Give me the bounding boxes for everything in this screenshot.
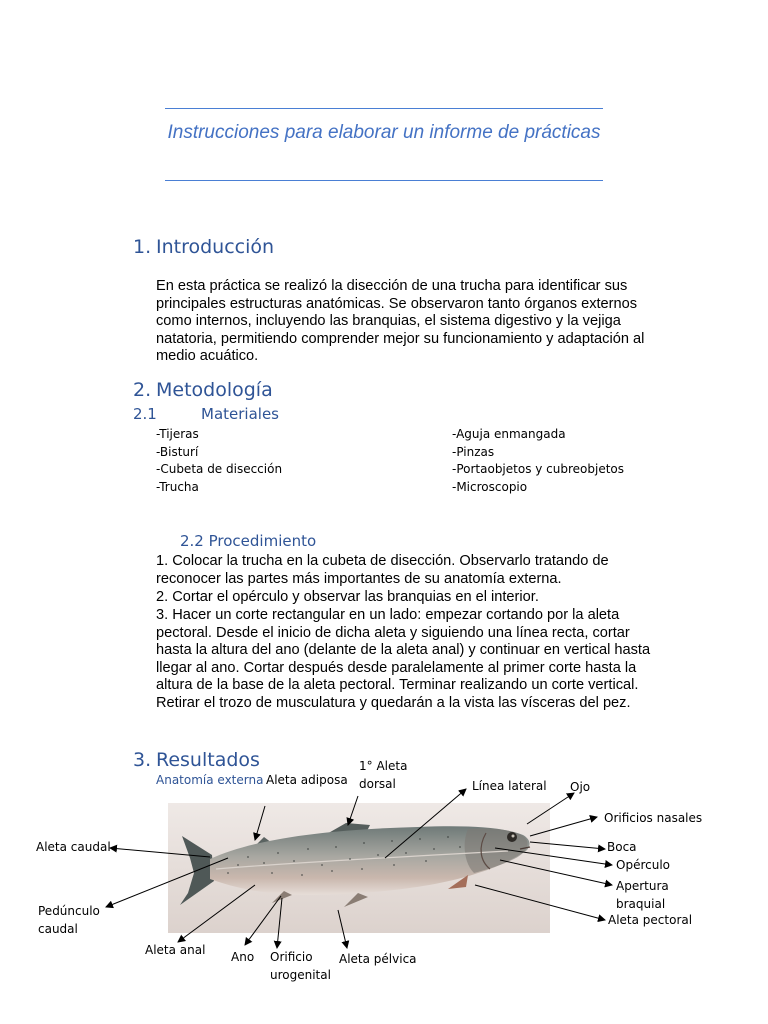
label-aleta-adiposa: Aleta adiposa [266, 773, 348, 787]
label-orificios-nasales: Orificios nasales [604, 811, 703, 825]
arrow-boca [530, 842, 605, 849]
arrow-orificios-nasales [530, 817, 597, 836]
arrow-aleta-pelvica [338, 910, 347, 948]
arrow-ano [245, 896, 281, 945]
label-aleta-caudal: Aleta caudal [36, 840, 111, 854]
arrow-aleta-pectoral [475, 885, 605, 920]
arrow-orificio-urogenital [277, 898, 282, 948]
list-item: -Microscopio [452, 479, 528, 494]
intro-paragraph: En esta práctica se realizó la disección de una trucha para identificar sus principales estructuras anatómicas. Se observaron tanto órganos externos como internos, incluyendo las branquias, el sistema digestivo y la vejiga natatoria, permitiendo comprender mejor su funcionamiento y adaptación al medio acuático. [156, 278, 645, 365]
arrow-pedunculo-caudal [106, 858, 228, 907]
heading-number: 2.1 [133, 405, 157, 423]
arrow-linea-lateral [385, 789, 466, 858]
list-item: -Bisturí [156, 444, 199, 459]
label-ano: Ano [231, 950, 255, 964]
list-item: -Cubeta de disección [156, 462, 283, 477]
label-pedunculo-caudal: Pedúnculo caudal [38, 904, 100, 936]
arrow-aleta-dorsal [348, 796, 358, 825]
list-item: -Portaobjetos y cubreobjetos [452, 462, 625, 477]
list-item: -Aguja enmangada [452, 427, 566, 441]
label-aleta-anal: Aleta anal [145, 943, 206, 957]
procedure-step: 1. Colocar la trucha en la cubeta de disección. Observarlo tratando de reconocer las partes más importantes de su anatomía externa. [156, 553, 609, 587]
subtitle-anatomia-externa: Anatomía externa [156, 773, 264, 787]
arrow-ojo [527, 793, 574, 824]
label-apertura-braquial: Apertura braquial [616, 879, 669, 911]
label-linea-lateral: Línea lateral [472, 779, 547, 793]
heading-number: 2. [133, 379, 152, 401]
arrow-apertura-braquial [500, 860, 612, 885]
arrow-aleta-caudal [110, 848, 210, 857]
label-orificio-urogenital: Orificio urogenital [270, 950, 331, 982]
heading-procedimiento: 2.2 Procedimiento [180, 532, 317, 550]
label-ojo: Ojo [570, 780, 591, 794]
label-boca: Boca [607, 840, 637, 854]
heading-text: Metodología [156, 379, 273, 401]
list-item: -Pinzas [452, 444, 495, 459]
document-title: Instrucciones para elaborar un informe de prácticas [167, 122, 601, 143]
label-aleta-dorsal: 1° Aleta dorsal [359, 759, 408, 791]
procedure-step: 3. Hacer un corte rectangular en un lado: empezar cortando por la aleta pectoral. Desde el inicio de dicha aleta y siguiendo una línea recta, cortar hasta la altura del ano (delante de la aleta anal) y continuar en vertical hasta llegar al ano. Cortar después desde paralelamente al primer corte hasta la altura de la base de la aleta pectoral. Terminar realizando un corte vertical. Retirar el trozo de musculatura y quedarán a la vista las vísceras del pez. [156, 607, 651, 711]
list-item: -Tijeras [156, 427, 199, 441]
label-aleta-pectoral: Aleta pectoral [608, 913, 693, 927]
arrow-aleta-anal [178, 885, 255, 942]
list-item: -Trucha [156, 479, 199, 494]
arrow-aleta-adiposa [255, 806, 265, 840]
heading-number: 1. [133, 236, 152, 258]
heading-text: Introducción [156, 236, 275, 258]
label-operculo: Opérculo [616, 858, 670, 872]
heading-text: Resultados [156, 749, 260, 771]
heading-text: Materiales [201, 405, 279, 423]
label-aleta-pelvica: Aleta pélvica [339, 952, 417, 966]
heading-number: 3. [133, 749, 152, 771]
procedure-step: 2. Cortar el opérculo y observar las branquias en el interior. [156, 589, 539, 605]
